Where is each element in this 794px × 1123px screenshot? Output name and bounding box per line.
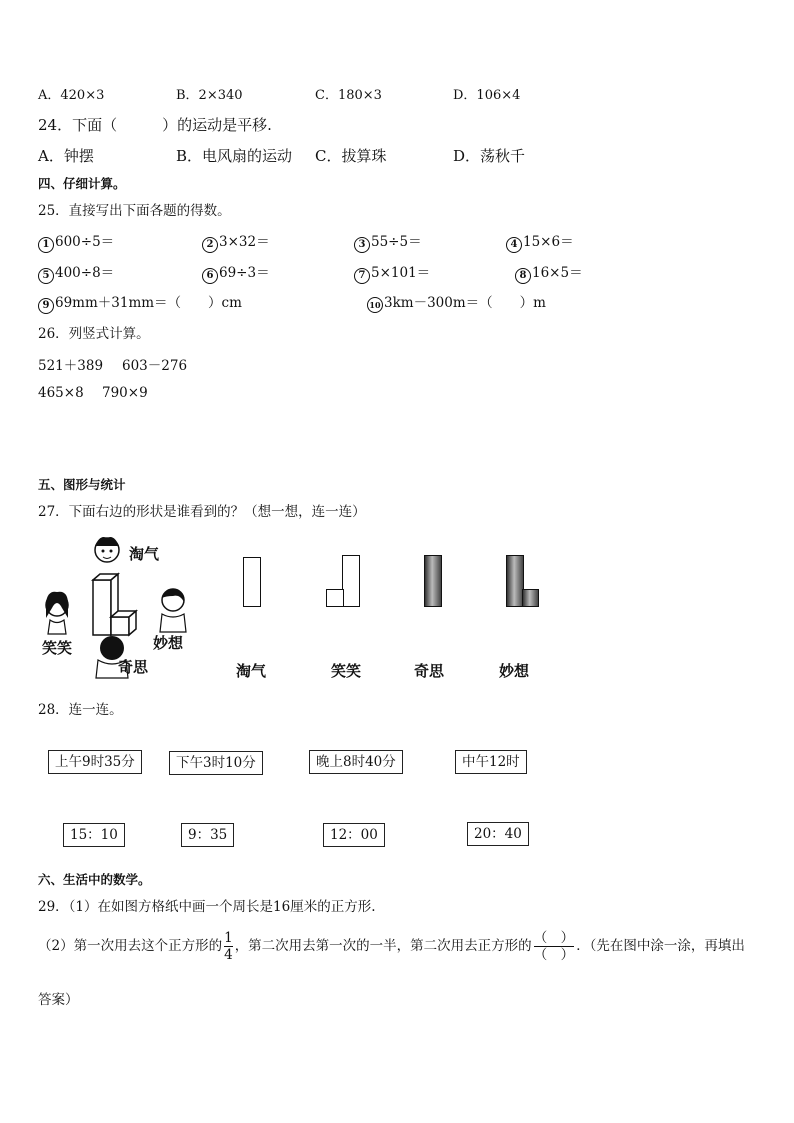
circled-number-icon: 7 [354,268,370,284]
q23-option-a: A．420×3 [38,88,105,103]
q25-item-3: 3 55÷5＝ [354,230,422,253]
q25-item-5: 5 400÷8＝ [38,261,114,284]
circled-number-icon: 10 [367,297,383,313]
q27-person-qisi: 奇思 [118,658,149,676]
time-box-bottom-2[interactable]: 9：35 [181,823,234,847]
q27-person-miaoxiang: 妙想 [153,634,184,652]
q27-view-label-1: 淘气 [236,662,267,680]
circled-number-icon: 1 [38,237,54,253]
time-box-bottom-3[interactable]: 12：00 [323,823,385,847]
view-shape-shaded-tall [424,555,442,607]
q26-expr-3: 465×8 [38,385,84,401]
q26-expr-2: 603－276 [122,358,188,374]
q24-option-b: B．电风扇的运动 [176,147,293,165]
q25-item-7: 7 5×101＝ [354,261,430,284]
section-heading-4: 四、仔细计算。 [38,176,126,191]
q27-view-label-4: 妙想 [499,662,530,680]
q29-line-2: （2）第一次用去这个正方形的 $\frac{1}{4}$ ，第二次用去第一次的一半，第二次用去正方形的 $\frac{( )}{( )}$ ．（先在图中涂一涂，再填出 [38,930,745,963]
q25-item-9: 9 69mm＋31mm＝（ ）cm [38,291,242,314]
circled-number-icon: 4 [506,237,522,253]
time-box-bottom-4[interactable]: 20：40 [467,822,529,846]
q24-prompt: 24．下面（ ）的运动是平移. [38,116,272,134]
circled-number-icon: 6 [202,268,218,284]
q27-prompt: 27．下面右边的形状是谁看到的？（想一想，连一连） [38,504,366,520]
q24-option-a: A．钟摆 [38,147,94,165]
circled-number-icon: 5 [38,268,54,284]
circled-number-icon: 3 [354,237,370,253]
q23-option-d: D．106×4 [453,88,521,103]
q25-item-4: 4 15×6＝ [506,230,574,253]
q26-prompt: 26．列竖式计算。 [38,326,150,342]
fraction-one-quarter: $\frac{1}{4}$ [224,930,233,963]
time-box-top-2[interactable]: 下午3时10分 [169,751,263,775]
q28-prompt: 28．连一连。 [38,702,123,718]
q27-view-label-2: 笑笑 [331,662,362,680]
q23-option-b: B．2×340 [176,88,243,103]
q29-line-3: 答案） [38,992,79,1008]
q25-item-2: 2 3×32＝ [202,230,270,253]
time-box-top-1[interactable]: 上午9时35分 [48,750,142,774]
time-box-top-4[interactable]: 中午12时 [455,750,527,774]
q25-item-6: 6 69÷3＝ [202,261,270,284]
q26-expr-4: 790×9 [102,385,148,401]
circled-number-icon: 8 [515,268,531,284]
q27-person-xiaoxiao: 笑笑 [42,639,73,657]
circled-number-icon: 2 [202,237,218,253]
q29-line-1: 29．（1）在如图方格纸中画一个周长是16厘米的正方形. [38,899,376,915]
q26-expr-1: 521＋389 [38,358,104,374]
section-heading-5: 五、图形与统计 [38,477,126,492]
q24-option-d: D．荡秋千 [453,147,526,165]
answer-fraction-blank[interactable]: $\frac{( )}{( )}$ [533,930,575,963]
view-shape-shaded-small [522,589,539,607]
q27-person-taoqi: 淘气 [129,545,160,563]
time-box-top-3[interactable]: 晚上8时40分 [309,750,403,774]
time-box-bottom-1[interactable]: 15：10 [63,823,125,847]
q25-item-10: 10 3km－300m＝（ ）m [367,291,546,313]
q25-item-8: 8 16×5＝ [515,261,583,284]
q27-view-label-3: 奇思 [414,662,445,680]
view-shape-tall-block [342,555,360,607]
q24-option-c: C．拔算珠 [315,147,387,165]
q25-item-1: 1 600÷5＝ [38,230,114,253]
view-shape-tall-upper [243,557,261,593]
circled-number-icon: 9 [38,298,54,314]
q25-prompt: 25．直接写出下面各题的得数。 [38,203,231,219]
q23-option-c: C．180×3 [315,88,382,103]
view-shape-small-block [326,589,344,607]
section-heading-6: 六、生活中的数学。 [38,872,151,887]
view-shape-tall-lower [243,591,261,607]
